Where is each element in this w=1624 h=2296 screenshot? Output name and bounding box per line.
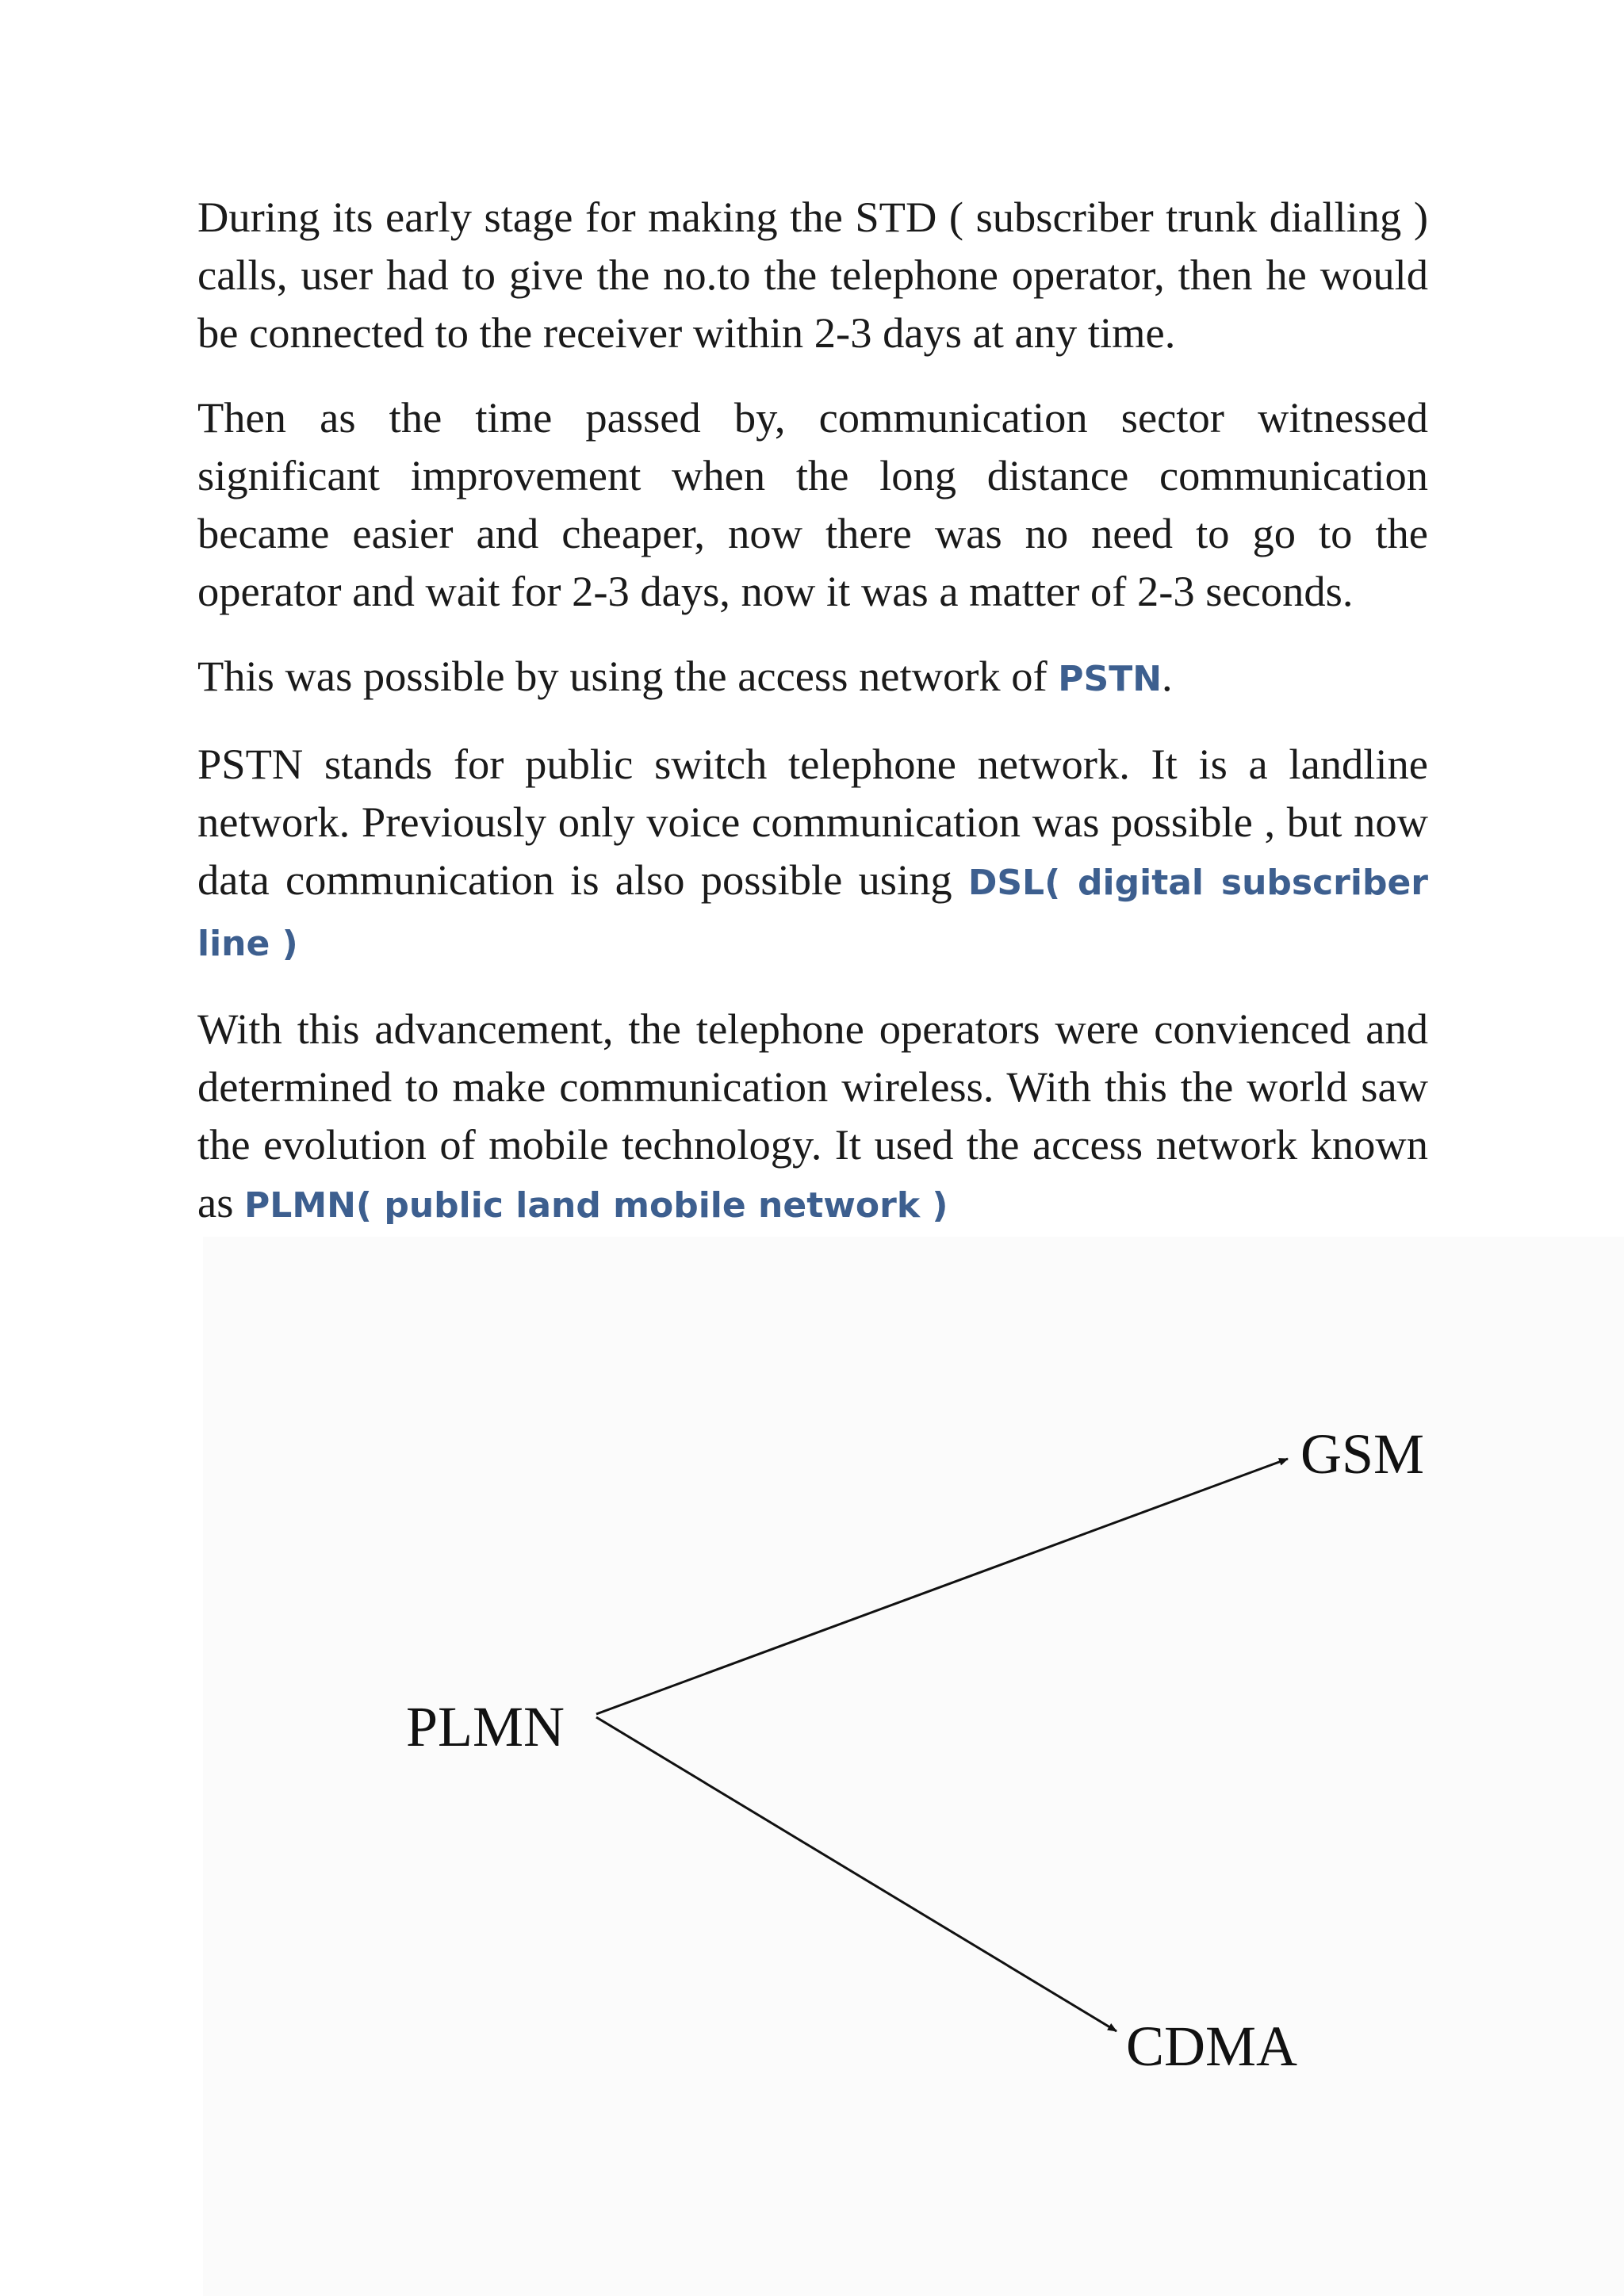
paragraph-text: Then as the time passed by, communication sector witnessed significant improvement when the long distance communication became easier and cheaper, now there was no need to go to the operator and wait for 2-3 days, now it was a matter of 2-3 seconds. — [197, 393, 1428, 615]
gsm-node-label: GSM — [1300, 1422, 1425, 1486]
highlight-term-pstn: PSTN — [1058, 659, 1162, 699]
paragraph-text: This was possible by using the access network of — [197, 652, 1059, 700]
paragraph-text: PSTN stands for public switch telephone network. It is a landline network. Previously only voice communication was possible , but now data communication is also possible using — [197, 740, 1428, 904]
plmn-node-label: PLMN — [406, 1695, 565, 1758]
paragraph-text: With this advancement, the telephone operators were convienced and determined to make communication wireless. With this the world saw the evolution of mobile technology. It used the access network known as — [197, 1004, 1428, 1226]
paragraph-text: . — [1162, 652, 1173, 700]
arrow-to-gsm — [596, 1459, 1288, 1714]
highlight-term-dsl: DSL( digital subscriber line ) — [197, 863, 1428, 964]
highlight-term-plmn: PLMN( public land mobile network ) — [244, 1185, 948, 1226]
cdma-node-label: CDMA — [1126, 2015, 1298, 2078]
paragraph-text: During its early stage for making the STD ( subscriber trunk dialling ) calls, user had to give the no.to the telephone operator, then he would be connected to the receiver within 2-3 days at any time. — [197, 193, 1428, 357]
arrow-to-cdma — [596, 1717, 1116, 2031]
